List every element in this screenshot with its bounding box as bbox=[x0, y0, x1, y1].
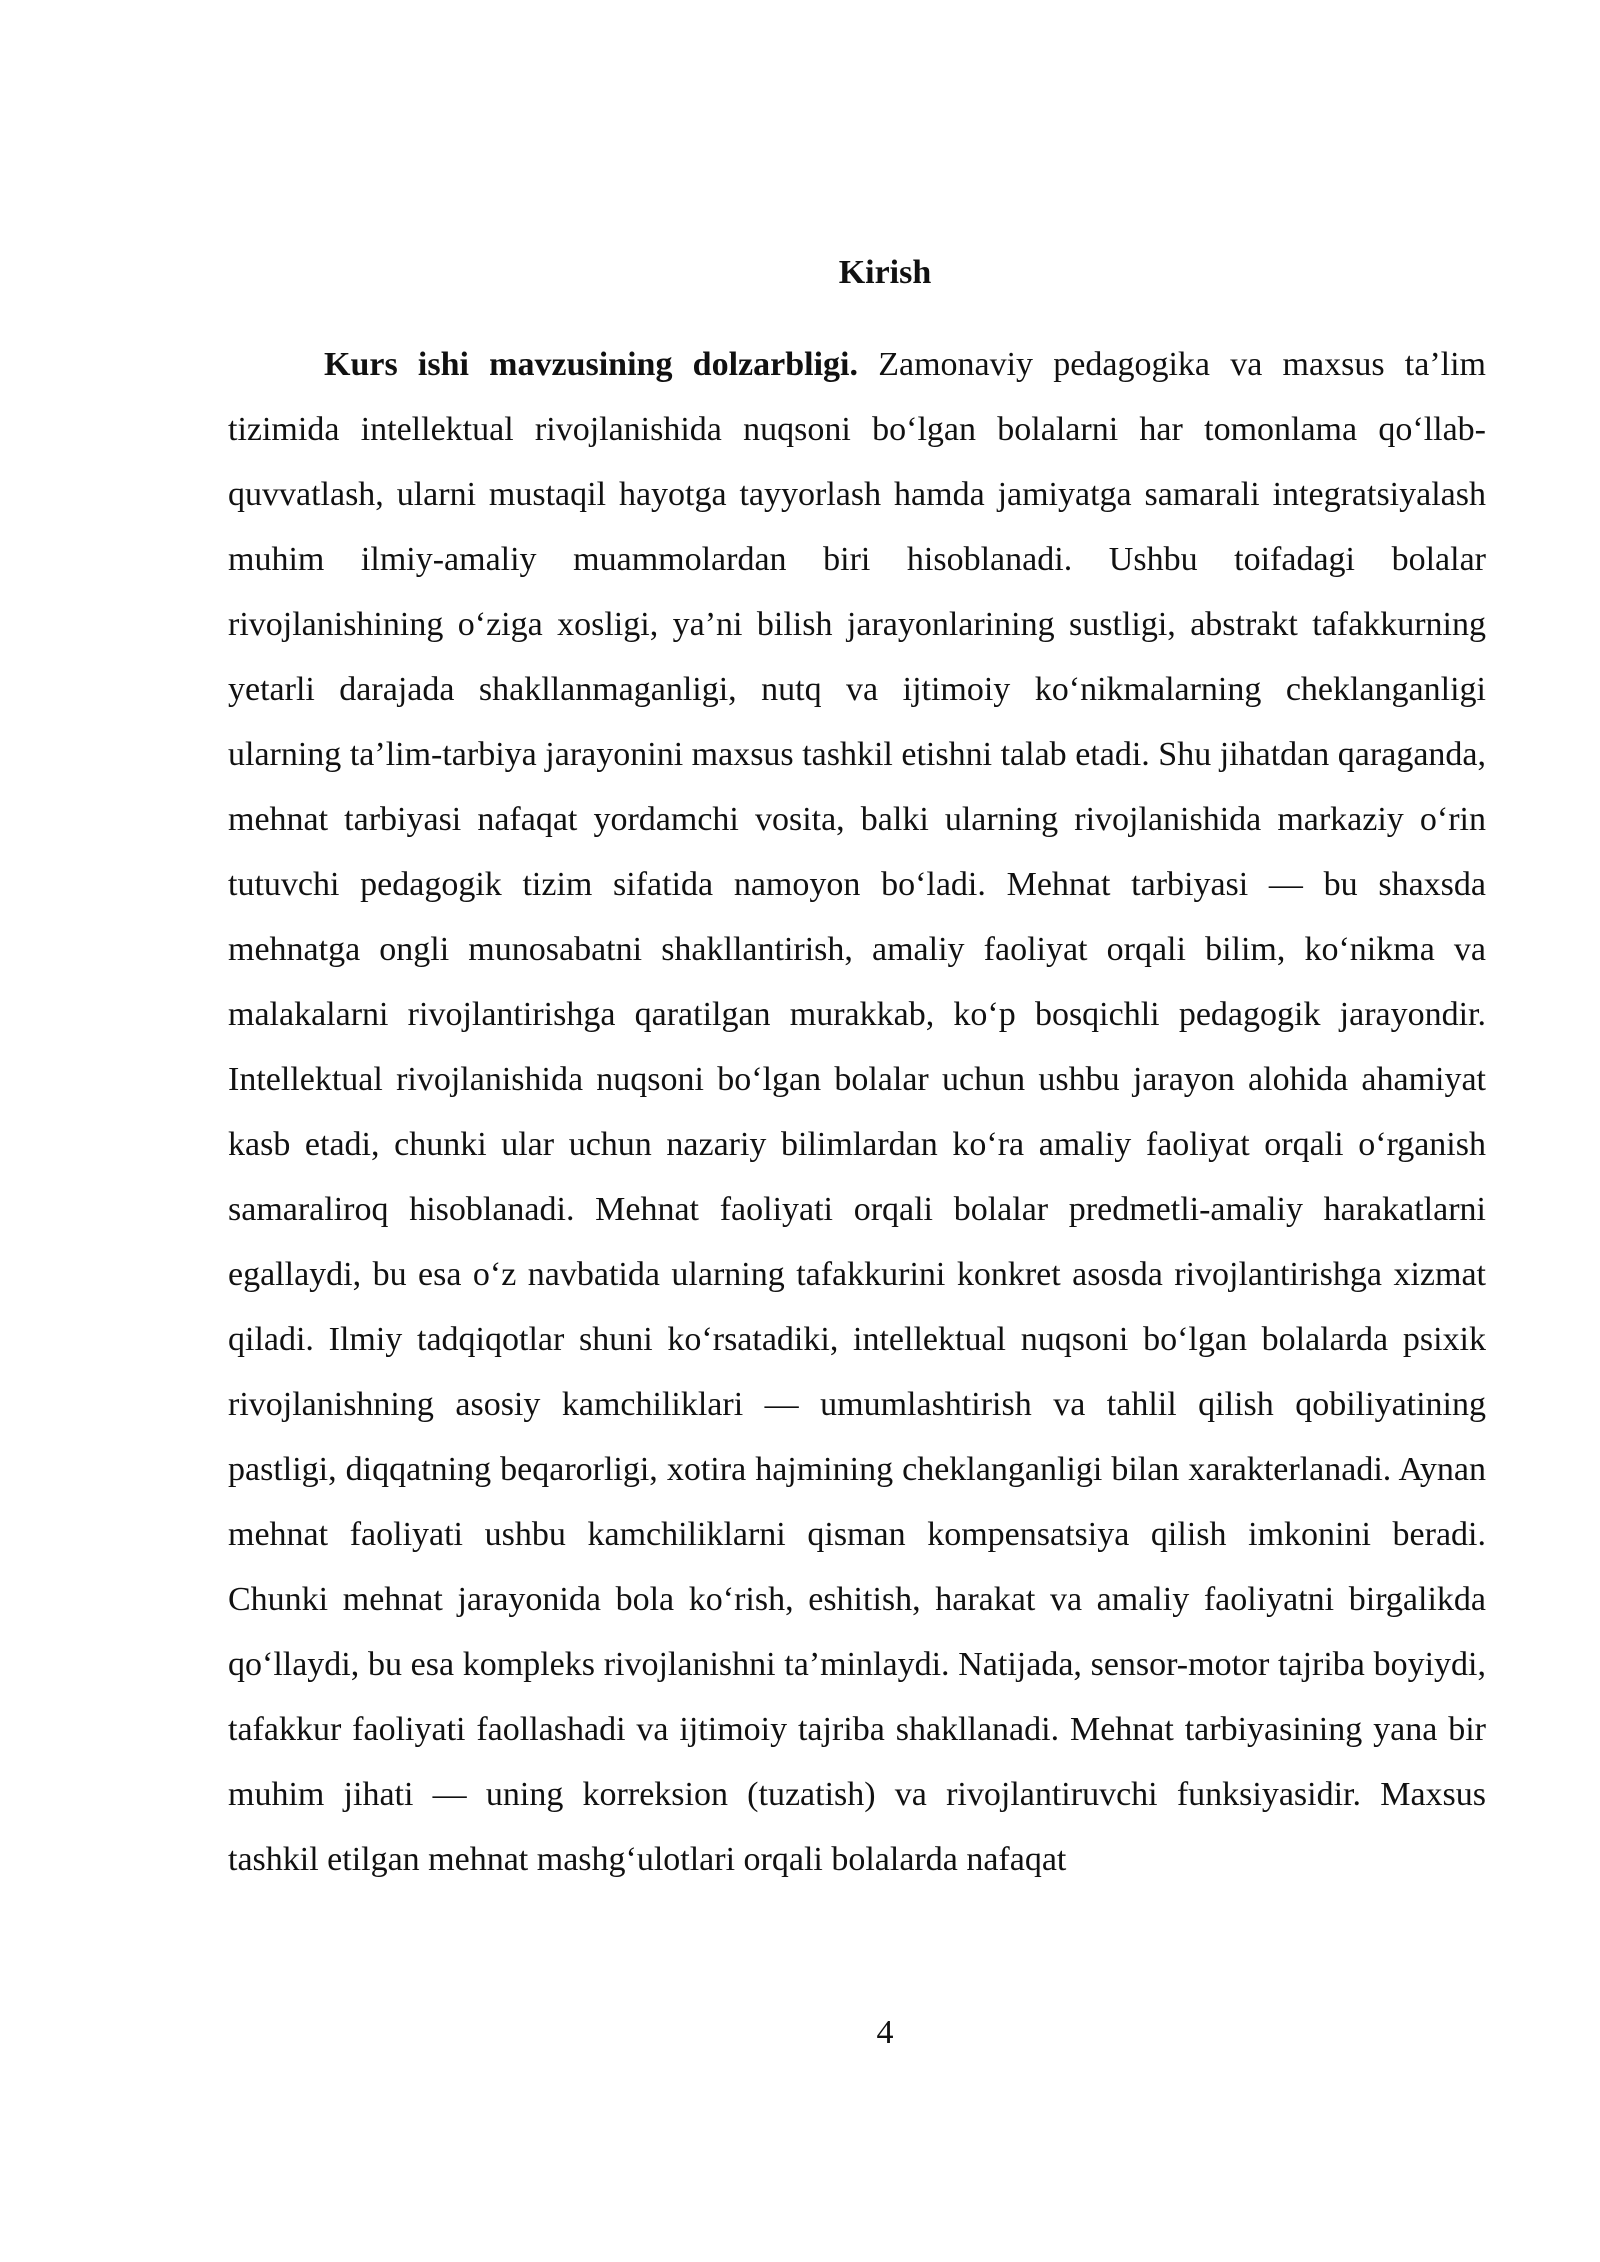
paragraph-lead: Kurs ishi mavzusining dolzarbligi. bbox=[324, 346, 858, 383]
section-heading: Kirish bbox=[838, 254, 932, 291]
paragraph-text: Zamonaviy pedagogika va maxsus ta’lim tizimida intellektual rivojlanishida nuqsoni bo‘lgan bolalarni har tomonlama qo‘llab-quvvatlash, ularni mustaqil hayotga tayyorlash hamda jamiyatga samarali integratsiyalash muhim ilmiy-amaliy muammolardan biri hisoblanadi. Ushbu toifadagi bolalar rivojlanishining o‘ziga xosligi, ya’ni bilish jarayonlarining sustligi, abstrakt tafakkurning yetarli darajada shakllanmaganligi, nutq va ijtimoiy ko‘nikmalarning cheklanganligi ularning ta’lim-tarbiya jarayonini maxsus tashkil etishni talab etadi. Shu jihatdan qaraganda, mehnat tarbiyasi nafaqat yordamchi vosita, balki ularning rivojlanishida markaziy o‘rin tutuvchi pedagogik tizim sifatida namoyon bo‘ladi. Mehnat tarbiyasi — bu shaxsda mehnatga ongli munosabatni shakllantirish, amaliy faoliyat orqali bilim, ko‘nikma va malakalarni rivojlantirishga qaratilgan murakkab, ko‘p bosqichli pedagogik jarayondir. Intellektual rivojlanishida nuqsoni bo‘lgan bolalar uchun ushbu jarayon alohida ahamiyat kasb etadi, chunki ular uchun nazariy bilimlardan ko‘ra amaliy faoliyat orqali o‘rganish samaraliroq hisoblanadi. Mehnat faoliyati orqali bolalar predmetli-amaliy harakatlarni egallaydi, bu esa o‘z navbatida ularning tafakkurini konkret asosda rivojlantirishga xizmat qiladi. Ilmiy tadqiqotlar shuni ko‘rsatadiki, intellektual nuqsoni bo‘lgan bolalarda psixik rivojlanishning asosiy kamchiliklari — umumlashtirish va tahlil qilish qobiliyatining pastligi, diqqatning beqarorligi, xotira hajmining cheklanganligi bilan xarakterlanadi. Aynan mehnat faoliyati ushbu kamchiliklarni qisman kompensatsiya qilish imkonini beradi. Chunki mehnat jarayonida bola ko‘rish, eshitish, harakat va amaliy faoliyatni birgalikda qo‘llaydi, bu esa kompleks rivojlanishni ta’minlaydi. Natijada, sensor-motor tajriba boyiydi, tafakkur faoliyati faollashadi va ijtimoiy tajriba shakllanadi. Mehnat tarbiyasining yana bir muhim jihati — uning korreksion (tuzatish) va rivojlantiruvchi funksiyasidir. Maxsus tashkil etilgan mehnat mashg‘ulotlari orqali bolalarda nafaqat bbox=[228, 346, 1486, 1878]
page-number: 4 bbox=[876, 2014, 894, 2051]
body-paragraph bbox=[228, 332, 1486, 1892]
